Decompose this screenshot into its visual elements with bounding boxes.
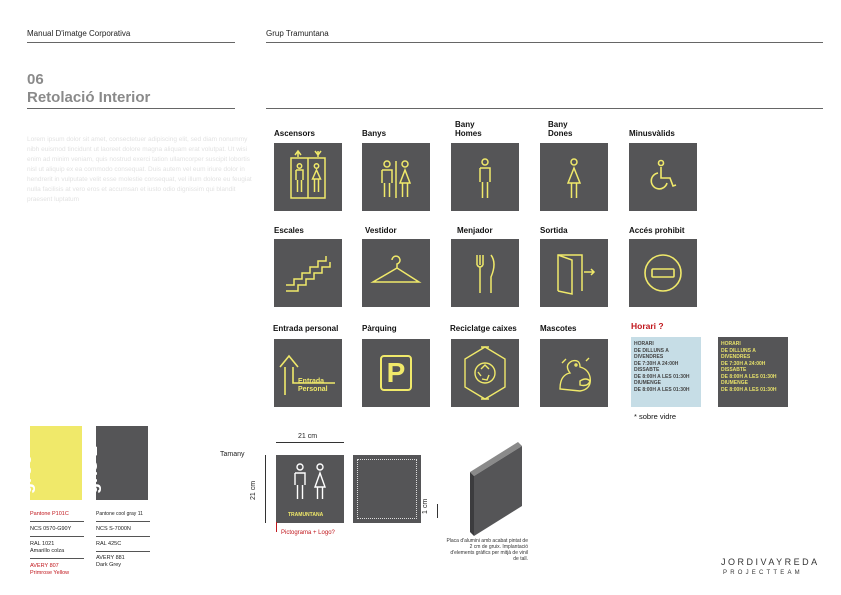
group-title: Grup Tramuntana	[266, 29, 329, 38]
parking-icon	[362, 339, 430, 407]
stairs-sign	[274, 239, 342, 307]
sign-label-parquing: Pàrquing	[362, 324, 397, 333]
horari-line: DE 8:00H A LES 01:30H	[721, 373, 777, 380]
spec-divider	[30, 536, 84, 537]
depth-label: 1 cm	[422, 498, 429, 514]
swatch-yellow	[15, 426, 82, 500]
pets-sign	[540, 339, 608, 407]
swatch-grey	[81, 426, 148, 500]
horari-line: DE 8:00H A LES 01:30H	[634, 373, 690, 380]
women-restroom-sign	[540, 143, 608, 211]
spec-avery-grey: AVERY 881	[96, 555, 125, 561]
sign-label-mascotes: Mascotes	[540, 324, 577, 333]
exit-sign	[540, 239, 608, 307]
header-rule-left	[27, 42, 235, 43]
restrooms-icon	[362, 143, 430, 211]
section-number: 06	[27, 71, 44, 88]
staff-entrance-icon	[274, 339, 342, 407]
spec-divider	[96, 536, 150, 537]
pets-icon	[540, 339, 608, 407]
wheelchair-icon	[629, 143, 697, 211]
sign-label-sortida: Sortida	[540, 226, 568, 235]
spec-pantone-grey: Pantone cool gray 11	[96, 511, 143, 517]
pictogram-pointer	[276, 522, 277, 532]
woman-icon	[540, 143, 608, 211]
spec-avery-name-yellow: Primrose Yellow	[30, 570, 70, 576]
swatch-yellow-name: groc	[15, 454, 35, 494]
horari-title: Horari ?	[631, 321, 664, 331]
manual-title: Manual D'imatge Corporativa	[27, 29, 131, 38]
brand-name: JORDIVAYREDA	[721, 557, 820, 567]
size-label: Tamany	[220, 451, 245, 458]
dining-sign	[451, 239, 519, 307]
hanger-icon	[362, 239, 430, 307]
horari-line: DIUMENGE	[721, 380, 748, 386]
sign-label-vestidor: Vestidor	[365, 226, 397, 235]
parking-sign	[362, 339, 430, 407]
horari-line: DIUMENGE	[634, 380, 661, 386]
header-rule-right	[266, 42, 823, 43]
width-dimension-line	[276, 442, 344, 443]
horari-line: DE 8:00H A LES 01:30H	[721, 386, 777, 393]
recycling-sign	[451, 339, 519, 407]
horari-box-dark	[718, 337, 788, 407]
spec-avery-yellow: AVERY 807	[30, 563, 59, 569]
brand-subtitle: PROJECTTEAM	[723, 570, 803, 576]
elevator-sign	[274, 143, 342, 211]
pictogram-note: Pictograma + Logo?	[281, 530, 335, 536]
height-label: 21 cm	[250, 480, 257, 500]
sign-label-reciclatge: Reciclatge caixes	[450, 324, 517, 333]
spec-divider	[30, 521, 84, 522]
men-restroom-sign	[451, 143, 519, 211]
width-label: 21 cm	[298, 433, 318, 440]
sign-label-bany-dones: Bany Dones	[548, 120, 573, 138]
horari-line: DISSABTE	[721, 367, 747, 373]
body-text: Lorem ipsum dolor sit amet, consectetuer adipiscing elit, sed diam nonummy nibh euismod tincidunt ut laoreet dolore magna aliquam erat volutpat. Ut wisi enim ad minim veniam, quis nostrud exerci tation ullamcorper suscipit lobortis nisl ut aliquip ex ea commodo consequat. Duis autem vel eum iriure dolor in hendrerit in vulputate velit esse molestie consequat, vel illum dolore eu feugiat nulla facilisis at vero eros et accumsan et iusto odio dignissim qui blandit praesent luptatum	[27, 136, 252, 203]
stairs-icon	[274, 239, 342, 307]
size-sample-logo: TRAMUNTANA	[288, 512, 324, 518]
horari-line: DE 8:00H A LES 01:30H	[634, 386, 690, 393]
section-title: Retolació Interior	[27, 89, 151, 106]
section-rule-right	[266, 108, 823, 109]
horari-line: DISSABTE	[634, 367, 660, 373]
man-icon	[451, 143, 519, 211]
plate-note: Placa d'alumini amb acabat pintat de 2 cm de gruix. Implantació d'elements gràfics per mitjà de vinil de tall.	[446, 538, 528, 562]
horari-box-light	[631, 337, 701, 407]
spec-pantone-yellow: Pantone P101C	[30, 511, 69, 517]
size-sample-sign	[276, 455, 344, 523]
sign-label-bany-homes: Bany Homes	[455, 120, 482, 138]
no-entry-sign	[629, 239, 697, 307]
sign-label-menjador: Menjador	[457, 226, 493, 235]
height-dimension-line	[265, 455, 266, 523]
horari-line: HORARI	[634, 341, 654, 347]
horari-line: DE DILLUNS A DIVENDRES	[721, 347, 756, 360]
blank-plate	[353, 455, 421, 523]
swatch-grey-name: gris 2	[81, 445, 101, 494]
sign-label-ascensors: Ascensors	[274, 129, 315, 138]
depth-dimension-line	[437, 504, 438, 518]
spec-divider	[96, 551, 150, 552]
spec-divider	[96, 521, 150, 522]
spec-ncs-grey: NCS S-7000N	[96, 526, 131, 532]
horari-line: HORARI	[721, 341, 741, 347]
elevator-icon	[274, 143, 342, 211]
exit-door-icon	[540, 239, 608, 307]
horari-line: DE 7:30H A 24:00H	[634, 360, 679, 367]
section-rule-left	[27, 108, 235, 109]
glass-note: * sobre vidre	[634, 412, 677, 421]
staff-entrance-sign	[274, 339, 342, 407]
restrooms-sign	[362, 143, 430, 211]
accessible-sign	[629, 143, 697, 211]
sign-label-entrada-personal: Entrada personal	[273, 324, 339, 333]
sign-label-acces-prohibit: Accés prohibit	[629, 226, 685, 235]
parking-letter: P	[386, 357, 406, 388]
fork-knife-icon	[451, 239, 519, 307]
spec-avery-name-grey: Dark Grey	[96, 562, 122, 568]
spec-ncs-yellow: NCS 0570-G90Y	[30, 526, 72, 532]
sign-label-escales: Escales	[274, 226, 304, 235]
spec-ral-yellow: RAL 1021	[30, 541, 55, 547]
no-entry-icon	[629, 239, 697, 307]
plate-perspective	[462, 440, 524, 536]
staff-entrance-text: Entrada Personal	[298, 378, 328, 393]
spec-ral-name-yellow: Amarillo colza	[30, 548, 65, 554]
spec-ral-grey: RAL 425C	[96, 541, 122, 547]
sign-label-banys: Banys	[362, 129, 387, 138]
horari-line: DE DILLUNS A DIVENDRES	[634, 347, 669, 360]
recycle-icon	[451, 339, 519, 407]
cloakroom-sign	[362, 239, 430, 307]
spec-divider	[30, 558, 84, 559]
sign-label-minusvalids: Minusvàlids	[629, 129, 675, 138]
horari-line: DE 7:30H A 24:00H	[721, 360, 766, 367]
